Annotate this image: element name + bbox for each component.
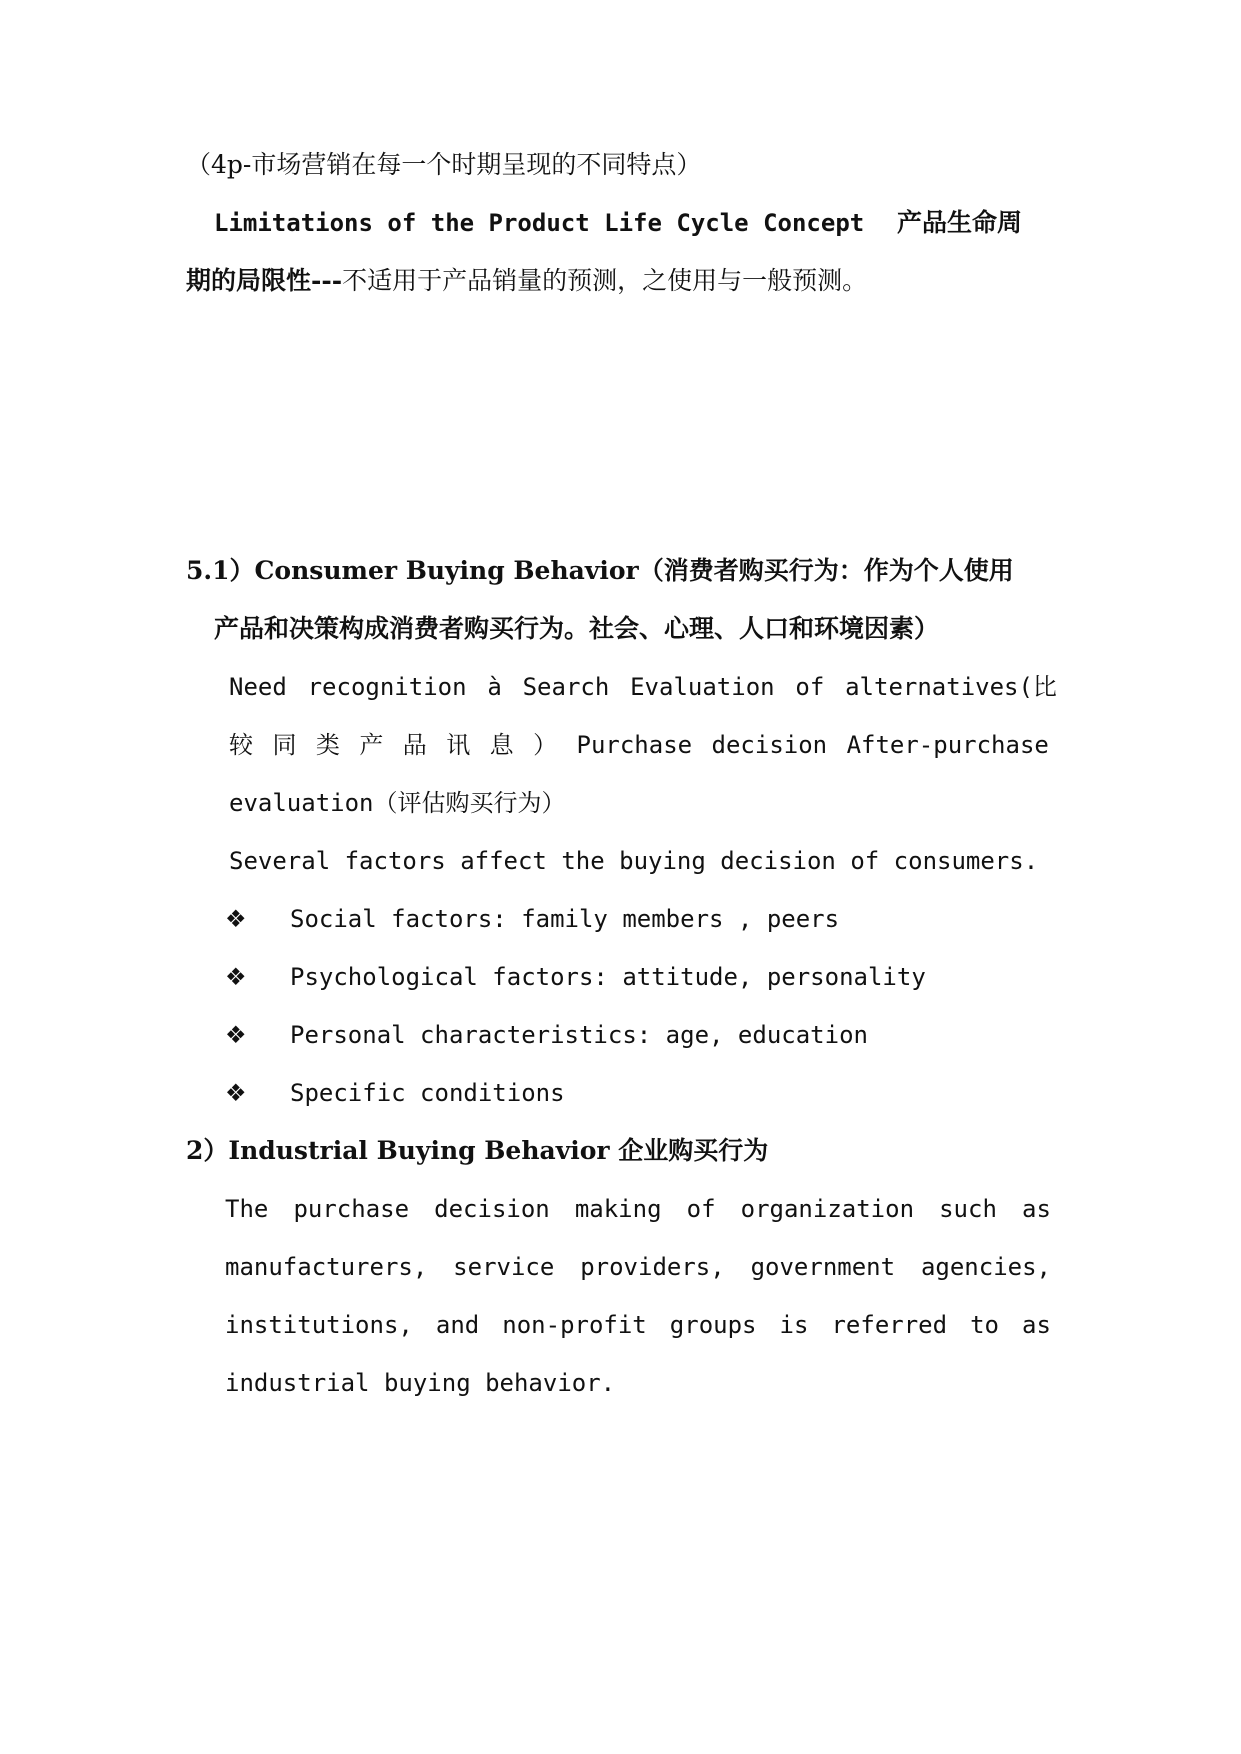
para-word: such [939,1195,997,1223]
industrial-heading: 2）Industrial Buying Behavior 企业购买行为 [186,1136,769,1165]
limitations-line2-bold: 期的局限性--- [186,266,343,295]
para-word: decision [434,1195,550,1223]
process-line-2 [229,727,1049,763]
consumer-heading-line-1 [186,553,1014,589]
process-word: à [487,673,502,701]
diamond-bullet-icon: ❖ [225,905,247,933]
para-word: making [574,1195,662,1223]
note-4p: （4p-市场营销在每一个时期呈现的不同特点） [186,150,702,179]
para-word: groups [669,1311,757,1339]
consumer-heading-text-1: 5.1）Consumer Buying Behavior（消费者购买行为：作为个人使用 [186,556,1014,585]
process-word: Purchase [576,731,693,759]
process-word: decision [711,731,828,759]
para-word: to [970,1311,999,1339]
para-word: of [686,1195,716,1223]
process-word: recognition [307,673,467,701]
factor-item: Psychological factors: attitude, personality [290,963,926,991]
para-word: non-profit [502,1311,647,1339]
limitations-line-2 [186,263,867,299]
process-word: 较 [229,731,253,759]
factor-item: Social factors: family members , peers [290,905,840,933]
process-word: of [795,673,825,701]
para-word: and [435,1311,480,1339]
diamond-bullet-icon: ❖ [225,1021,247,1049]
para-word: service [453,1253,555,1281]
para-word: institutions, [225,1311,413,1339]
process-line-3: evaluation（评估购买行为） [229,789,566,817]
para-word: government [750,1253,896,1281]
factors-intro: Several factors affect the buying decision of consumers. [229,847,1039,875]
factor-item: Personal characteristics: age, education [290,1021,868,1049]
para-word: as [1022,1195,1051,1223]
process-word: alternatives(比 [845,673,1057,701]
diamond-bullet-icon: ❖ [225,1079,247,1107]
industrial-para-line-2 [225,1249,1051,1285]
diamond-bullet-icon: ❖ [225,963,247,991]
limitations-heading [214,205,1022,241]
limitations-heading-cn: 产品生命周 [896,208,1022,237]
process-word: 讯 [446,731,471,759]
para-word: is [779,1311,809,1339]
process-word: 品 [402,731,427,759]
para-word: The [225,1195,269,1223]
para-word: organization [740,1195,915,1223]
consumer-heading-line-2: 产品和决策构成消费者购买行为。社会、心理、人口和环境因素） [214,614,940,643]
process-word: ） [533,731,558,759]
process-word: 同 [272,731,297,759]
process-word: Evaluation [630,673,775,701]
para-word: agencies, [920,1253,1051,1281]
process-word: 类 [315,731,340,759]
process-line-1 [229,669,1057,705]
limitations-heading-en: Limitations of the Product Life Cycle Concept [214,209,865,237]
limitations-line2-rest: 不适用于产品销量的预测，之使用与一般预测。 [342,266,868,295]
factor-item: Specific conditions [290,1079,565,1107]
industrial-para-line-3 [225,1307,1051,1343]
process-word: Search [522,673,610,701]
industrial-para-line-4: industrial buying behavior. [225,1369,616,1397]
process-word: 息 [489,731,514,759]
para-word: purchase [293,1195,410,1223]
process-word: After-purchase [846,731,1049,759]
para-word: providers, [580,1253,725,1281]
para-word: as [1022,1311,1051,1339]
industrial-para-line-1 [225,1191,1051,1227]
para-word: referred [831,1311,948,1339]
process-word: 产 [359,731,384,759]
process-word: Need [229,673,287,701]
para-word: manufacturers, [225,1253,428,1281]
